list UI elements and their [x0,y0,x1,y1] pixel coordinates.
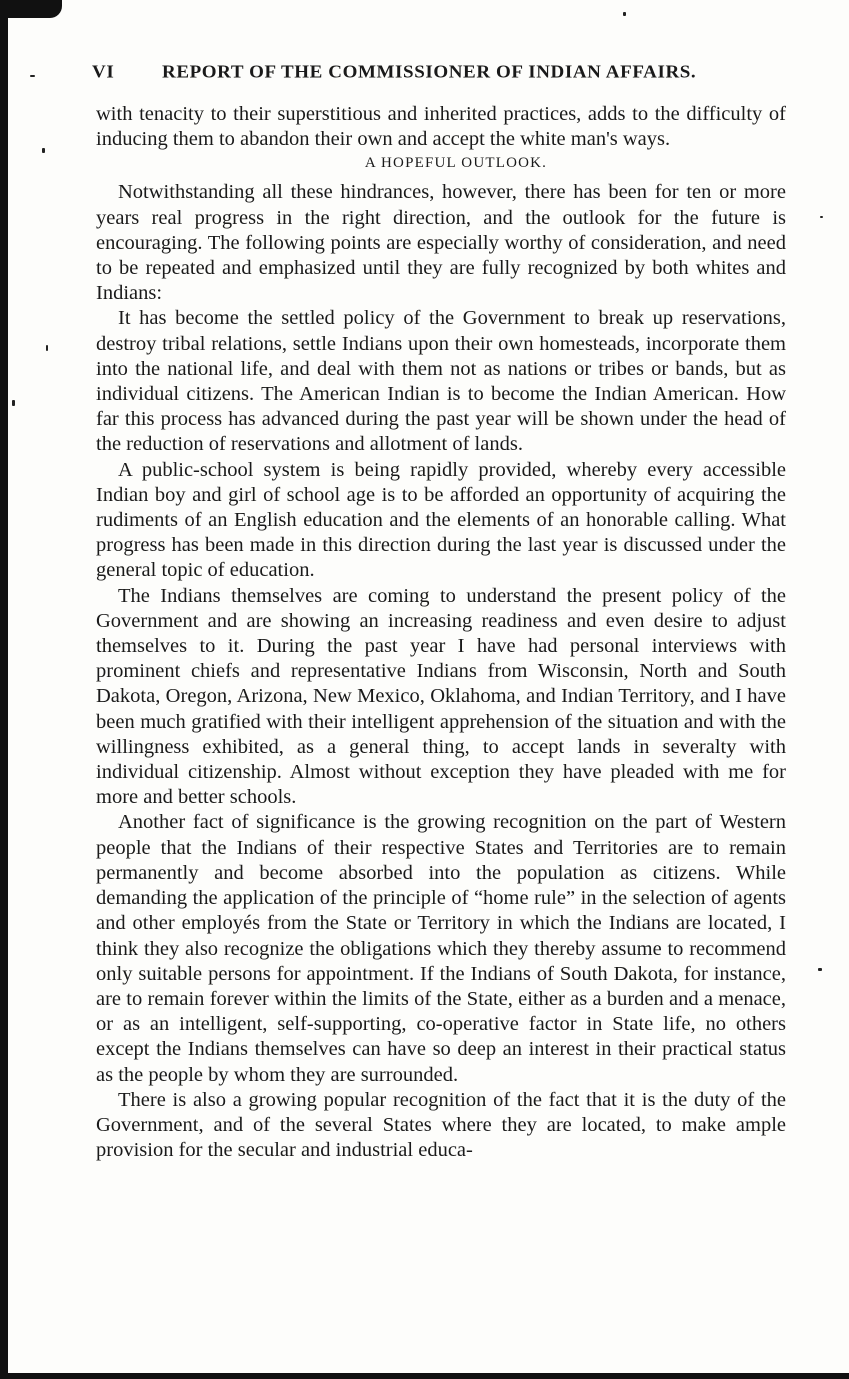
scan-top-corner [0,0,62,18]
scan-speck [30,75,35,77]
body-text [96,102,786,1163]
paragraph: Notwithstanding all these hindrances, however, there has been for ten or more years real progress in the right direction, and the outlook for the future is encouraging. The following points are especially worthy of consideration, and need to be repeated and emphasized until they are fully recognized by both whites and Indians: [96,181,786,305]
paragraph: It has become the settled policy of the Government to break up reservations, destroy tribal relations, settle Indians upon their own homesteads, incorporate them into the national life, and deal with them not as nations or tribes or bands, but as individual citizens. The American Indian is to become the Indian American. How far this process has advanced during the past year will be shown under the head of the reduction of reservations and allotment of lands. [96,307,786,456]
scan-bottom-border [0,1373,849,1379]
paragraph: A public-school system is being rapidly provided, whereby every accessible Indian boy and girl of school age is to be afforded an opportunity of acquiring the rudiments of an English education and the elements of an honorable calling. What progress has been made in this direction during the last year is discussed under the general topic of education. [96,458,786,582]
opening-paragraph: with tenacity to their superstitious and inherited practices, adds to the difficulty of inducing them to abandon their own and accept the white man's ways. [96,103,786,151]
paragraph: The Indians themselves are coming to understand the present policy of the Government and are showing an increasing readiness and even desire to adjust themselves to it. During the past year I have had personal interviews with prominent chiefs and representative Indians from Wisconsin, North and South Dakota, Oregon, Arizona, New Mexico, Oklahoma, and Indian Territory, and I have been much gratified with their intelligent apprehension of the situation and with the willingness exhibited, as a general thing, to accept lands in severalty with individual citizenship. Almost without exception they have pleaded with me for more and better schools. [96,584,786,809]
scan-left-border [0,0,8,1379]
scan-speck [12,400,15,406]
scan-speck [820,216,823,218]
page-number: VI [92,63,115,83]
paragraph: Another fact of significance is the growing recognition on the part of Western people that the Indians of their respective States and Territories are to remain permanently and become absorbed into the population as citizens. While demanding the application of the principle of “home rule” in the selection of agents and other employés from the State or Territory in which the Indians are located, I think they also recognize the obligations which they thereby assume to recommend only suitable persons for appointment. If the Indians of South Dakota, for instance, are to remain forever within the limits of the State, either as a burden and a menace, or as an intelligent, self-supporting, co-operative factor in State life, no others except the Indians themselves can have so deep an interest in their practical status as the people by whom they are surrounded. [96,811,786,1086]
scan-speck [46,345,48,351]
scan-speck [818,968,822,971]
scan-speck [42,148,45,153]
section-heading: A HOPEFUL OUTLOOK. [364,155,548,172]
running-header [92,63,792,83]
running-title: REPORT OF THE COMMISSIONER OF INDIAN AFFAIRS. [162,63,697,83]
scan-speck [623,12,626,16]
paragraph: There is also a growing popular recognition of the fact that it is the duty of the Government, and of the several States where they are located, to make ample provision for the secular and industrial educa- [96,1088,786,1162]
